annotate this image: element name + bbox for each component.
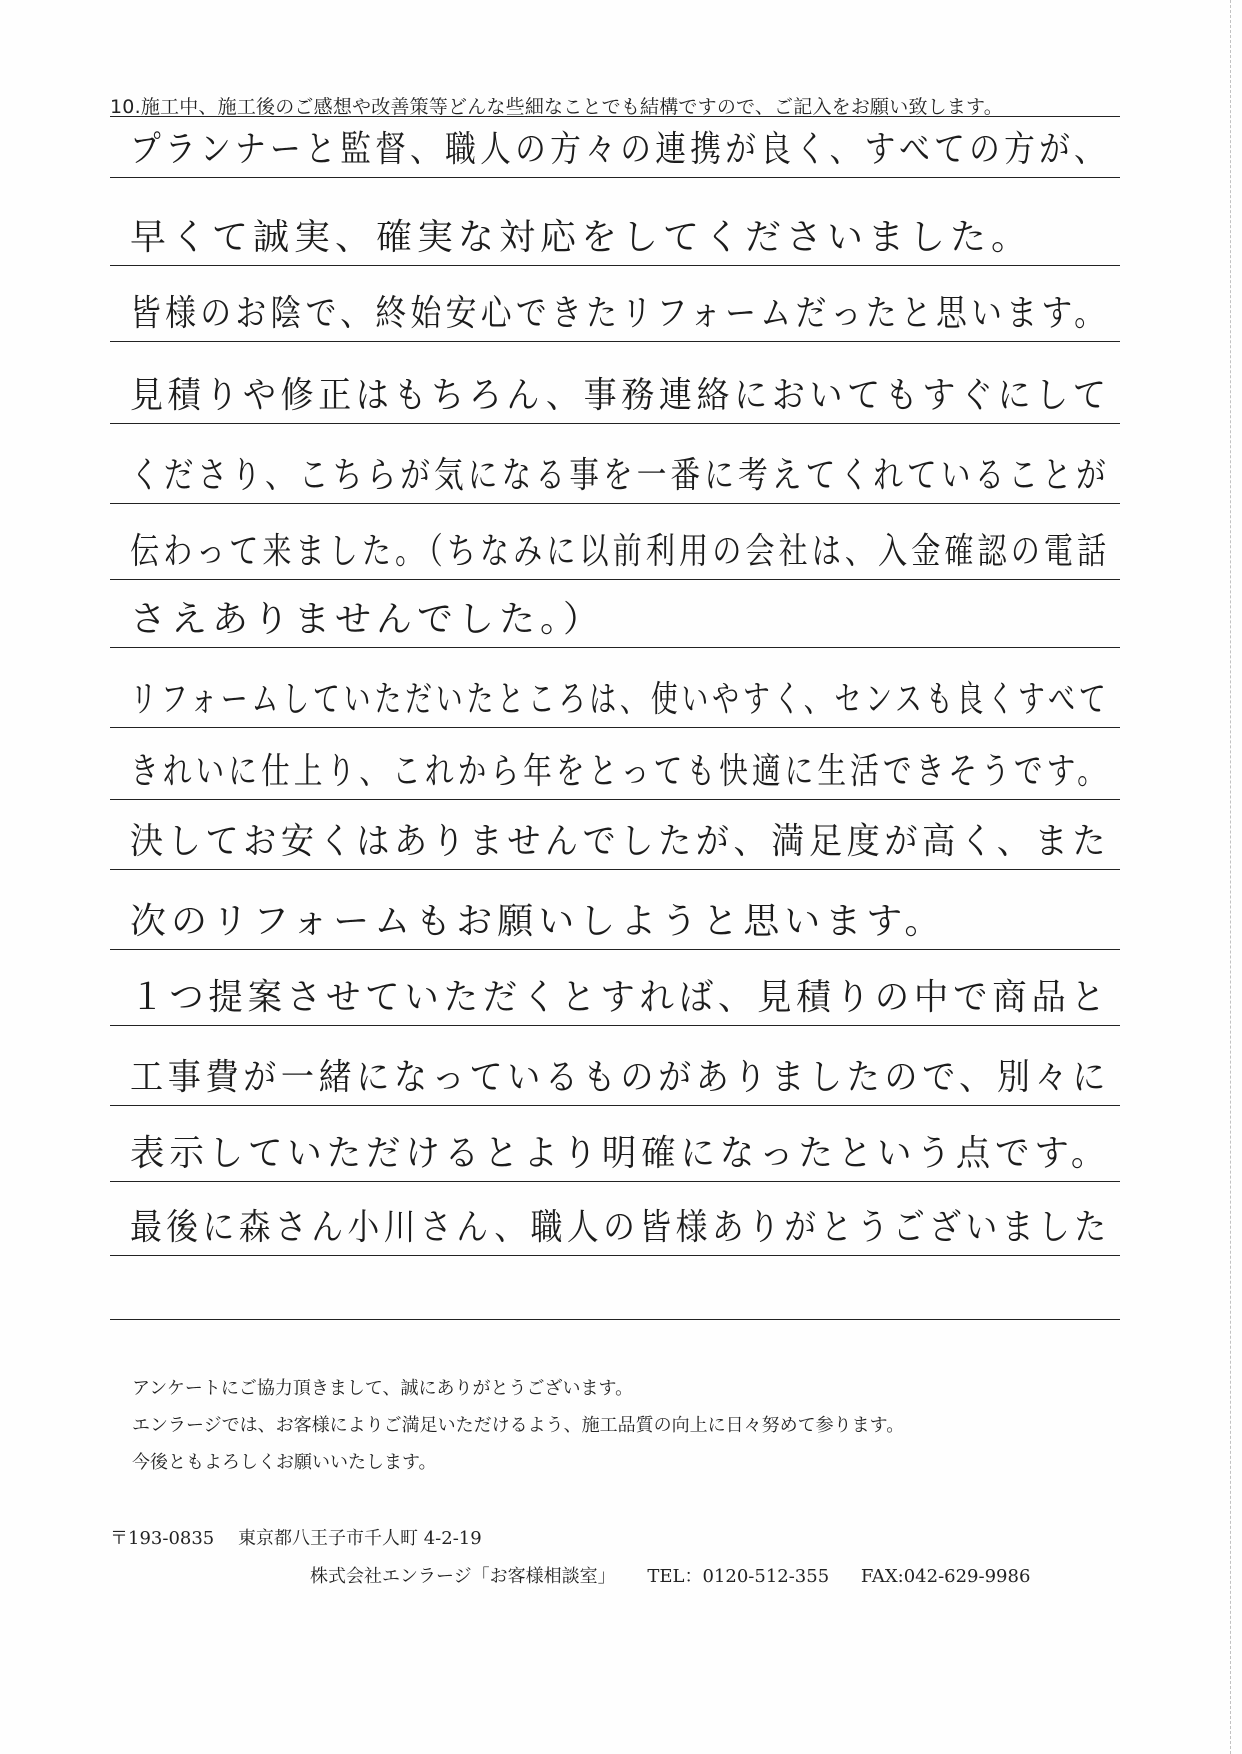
answer-line xyxy=(110,520,1120,580)
answer-line-rule xyxy=(110,579,1120,580)
answer-line-text: 早くて誠実、確実な対応をしてくださいました。 xyxy=(130,217,1033,258)
fax-number: FAX:042-629-9986 xyxy=(860,1566,1031,1587)
answer-line xyxy=(110,118,1120,178)
answer-line-text: さえありませんでした。） xyxy=(130,599,605,640)
company-contact xyxy=(310,1562,1056,1588)
answer-line xyxy=(110,206,1120,266)
phone-number: TEL：0120-512-355 xyxy=(647,1566,830,1587)
question-underline xyxy=(110,116,1120,117)
answer-line xyxy=(110,966,1120,1026)
answer-line-rule xyxy=(110,727,1120,728)
answer-line-rule xyxy=(110,1105,1120,1106)
answer-line-text: 伝わって来ました。（ちなみに以前利用の会社は、入金確認の電話 xyxy=(130,531,1111,572)
answer-line-text: 見積りや修正はもちろん、事務連絡においてもすぐにして xyxy=(130,375,1111,416)
answer-line-rule xyxy=(110,341,1120,342)
answer-line xyxy=(110,1122,1120,1182)
answer-line-rule xyxy=(110,799,1120,800)
thanks-line: エンラージでは、お客様によりご満足いただけるよう、施工品質の向上に日々努めて参ります。 xyxy=(132,1415,905,1436)
answer-line-text: 皆様のお陰で、終始安心できたリフォームだったと思います。 xyxy=(130,293,1110,334)
thanks-line: 今後ともよろしくお願いいたします。 xyxy=(132,1452,437,1473)
answer-line-rule xyxy=(110,503,1120,504)
answer-line-text: 次のリフォームもお願いしようと思います。 xyxy=(130,901,946,942)
answer-line-text: 工事費が一緒になっているものがありましたので、別々に xyxy=(130,1057,1111,1098)
answer-line xyxy=(110,890,1120,950)
question-heading: 10.施工中、施工後のご感想や改善策等どんな些細なことでも結構ですので、ご記入をお願い致します。 xyxy=(110,96,1003,118)
answer-line-rule xyxy=(110,423,1120,424)
answer-line xyxy=(110,1046,1120,1106)
answer-line xyxy=(110,668,1120,728)
answer-line-rule xyxy=(110,1255,1120,1256)
thanks-line: アンケートにご協力頂きまして、誠にありがとうございます。 xyxy=(132,1378,634,1399)
answer-line-text: 表示していただけるとより明確になったという点です。 xyxy=(130,1133,1111,1174)
scan-edge xyxy=(1230,0,1234,1754)
answer-line xyxy=(110,1196,1120,1256)
company-name: 株式会社エンラージ「お客様相談室」 xyxy=(310,1566,616,1587)
answer-line xyxy=(110,810,1120,870)
postal-code: 〒193-0835 xyxy=(110,1528,215,1549)
answer-line-text: リフォームしていただいたところは、使いやすく、センスも良くすべて xyxy=(130,679,1110,720)
answer-line-text: きれいに仕上り、これから年をとっても快適に生活できそうです。 xyxy=(130,751,1110,792)
answer-line-rule xyxy=(110,869,1120,870)
street-address: 東京都八王子市千人町 4-2-19 xyxy=(237,1528,482,1549)
answer-line-text: 決してお安くはありませんでしたが、満足度が高く、また xyxy=(130,821,1111,862)
answer-line xyxy=(110,282,1120,342)
answer-line xyxy=(110,1260,1120,1320)
answer-line xyxy=(110,444,1120,504)
answer-line-text: プランナーと監督、職人の方々の連携が良く、すべての方が、 xyxy=(130,129,1110,170)
answer-line-text: くださり、こちらが気になる事を一番に考えてくれていることが xyxy=(130,455,1110,496)
answer-line-rule xyxy=(110,949,1120,950)
answer-line-rule xyxy=(110,1025,1120,1026)
answer-line xyxy=(110,740,1120,800)
answer-line-text: 最後に森さん小川さん、職人の皆様ありがとうございました xyxy=(130,1207,1111,1248)
answer-line-rule xyxy=(110,1319,1120,1320)
answer-line xyxy=(110,588,1120,648)
answer-line-rule xyxy=(110,265,1120,266)
answer-line-text: １つ提案させていただくとすれば、見積りの中で商品と xyxy=(130,977,1110,1018)
answer-line-rule xyxy=(110,1181,1120,1182)
answer-line-rule xyxy=(110,177,1120,178)
answer-line xyxy=(110,364,1120,424)
thanks-message xyxy=(132,1370,904,1481)
answer-line-rule xyxy=(110,647,1120,648)
company-address xyxy=(110,1524,500,1550)
